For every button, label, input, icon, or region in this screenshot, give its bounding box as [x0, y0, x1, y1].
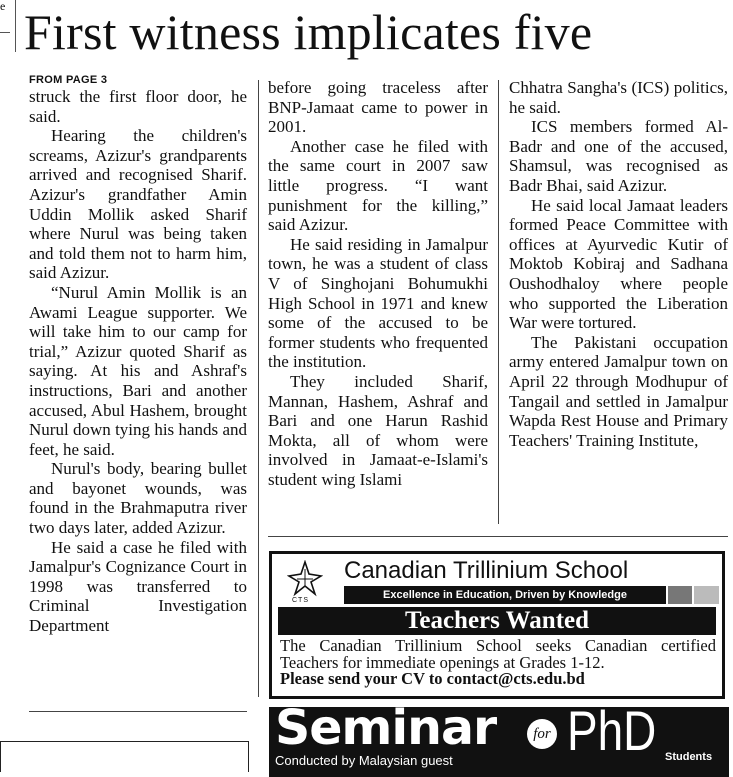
- next-article-box: [0, 741, 249, 772]
- paragraph: Nurul's body, bearing bullet and bayonet wounds, was found in the Brahmaputra river two days later, added Azizur.: [29, 459, 247, 538]
- school-advertisement: [269, 551, 725, 699]
- ad-banner-heading: Teachers Wanted: [278, 607, 716, 635]
- continued-from-label: FROM PAGE 3: [29, 74, 108, 86]
- article-column-3: [509, 78, 728, 450]
- paragraph: He said local Jamaat leaders formed Peace Committee with offices at Ayurvedic Kutir of Moktob Kobiraj and Sadhana Oushodhaloy where people who supported the Liberation War were tortured.: [509, 195, 728, 333]
- tagline-accent: [668, 586, 692, 604]
- school-tagline: Excellence in Education, Driven by Knowledge: [344, 586, 666, 604]
- paragraph: Hearing the children's screams, Azizur's grandparents arrived and recognised Sharif. Azizur's grandfather Amin Uddin Mollik asked Sharif where Nurul was being taken and told them not to harm him, said Azizur.: [29, 126, 247, 283]
- section-rule: [29, 711, 247, 712]
- article-headline: First witness implicates five: [24, 4, 593, 60]
- paragraph: Chhatra Sangha's (ICS) politics, he said.: [509, 78, 728, 117]
- seminar-students: Students: [665, 751, 713, 763]
- paragraph: They included Sharif, Mannan, Hashem, Ashraf and Bari and one Harun Rashid Mokta, all of whom were involved in Jamaat-e-Islami's student wing Islami: [268, 371, 488, 489]
- section-rule: [268, 536, 728, 537]
- paragraph: He said residing in Jamalpur town, he was a student of class V of Singhojani Bohumukhi High School in 1971 and knew some of the accused to be former students who frequented the institution.: [268, 234, 488, 372]
- paragraph: struck the first floor door, he said.: [29, 87, 247, 126]
- column-divider: [15, 0, 16, 52]
- column-divider: [498, 80, 499, 524]
- paragraph: before going traceless after BNP-Jamaat came to power in 2001.: [268, 78, 488, 137]
- seminar-for-badge: for: [527, 719, 557, 749]
- page-edge-fragment: e: [0, 0, 6, 13]
- article-column-1: [29, 74, 247, 636]
- school-name: Canadian Trillinium School: [344, 557, 629, 584]
- paragraph: ICS members formed Al-Badr and one of the accused, Shamsul, was recognised as Badr Bhai, said Azizur.: [509, 117, 728, 195]
- ad-body-text: The Canadian Trillinium School seeks Canadian certified Teachers for immediate openings at Grades 1-12.: [280, 636, 716, 672]
- paragraph: He said a case he filed with Jamalpur's Cognizance Court in 1998 was transferred to Criminal Investigation Department: [29, 537, 247, 636]
- seminar-advertisement: [269, 707, 729, 777]
- paragraph: “Nurul Amin Mollik is an Awami League supporter. We will take him to our camp for trial,” Azizur quoted Sharif as saying. At his and Ashraf's instructions, Bari and another accused, Abul Hashem, brought Nurul down tying his hands and feet, he said.: [29, 282, 247, 459]
- article-column-2: [268, 78, 488, 489]
- logo-caption: CTS: [292, 597, 309, 604]
- edge-rule: [0, 32, 10, 33]
- ad-contact: Please send your CV to contact@cts.edu.bd: [280, 669, 585, 688]
- paragraph: Another case he filed with the same court in 2007 saw little progress. “I want punishment for the killing,” said Azizur.: [268, 136, 488, 235]
- seminar-title: Seminar: [275, 707, 497, 756]
- column-divider: [258, 80, 259, 697]
- trillium-logo-icon: [287, 560, 323, 598]
- ad-body: [280, 638, 716, 688]
- paragraph: The Pakistani occupation army entered Jamalpur town on April 22 through Modhupur of Tangail and settled in Jamalpur Wapda Rest House and Primary Teachers' Training Institute,: [509, 332, 728, 450]
- seminar-conducted-by: Conducted by Malaysian guest: [275, 753, 453, 768]
- seminar-phd: PhD: [567, 707, 657, 762]
- tagline-accent: [694, 586, 719, 604]
